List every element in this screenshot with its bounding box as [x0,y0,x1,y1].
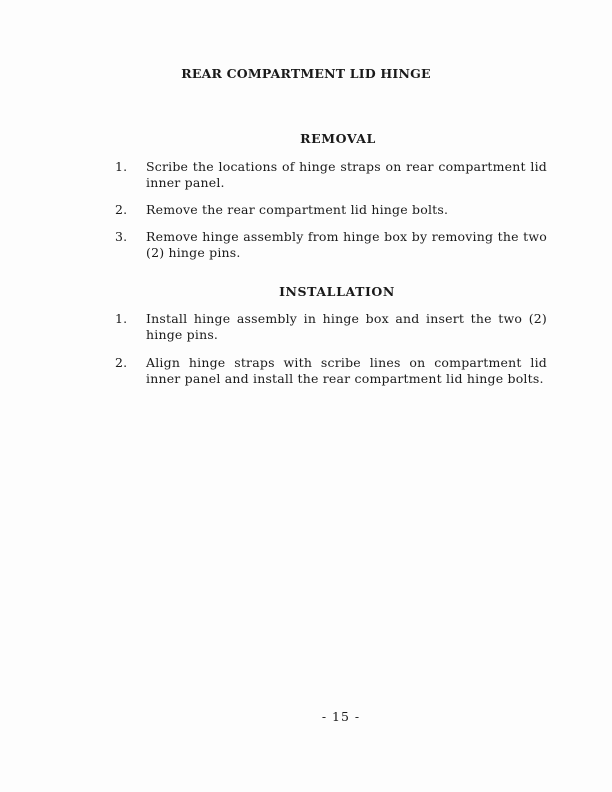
step-number: 2. [115,355,128,370]
step-text: Install hinge assembly in hinge box and insert the two (2) hinge pins. [146,311,547,342]
step-number: 1. [115,311,128,326]
installation-steps-list [115,311,547,387]
installation-step [115,311,547,343]
removal-step [115,159,547,191]
installation-heading: INSTALLATION [279,284,395,299]
installation-step [115,355,547,387]
step-text: Align hinge straps with scribe lines on compartment lid inner panel and install the rear compartment lid hinge bolts. [146,355,547,386]
document-title: REAR COMPARTMENT LID HINGE [181,66,431,81]
step-text: Scribe the locations of hinge straps on rear compartment lid inner panel. [146,159,547,190]
removal-step [115,202,547,218]
page-number: - 15 - [321,709,361,724]
removal-step [115,229,547,261]
step-text: Remove the rear compartment lid hinge bolts. [146,202,449,217]
step-number: 2. [115,202,128,217]
step-number: 3. [115,229,128,244]
removal-steps-list [115,159,547,261]
removal-heading: REMOVAL [300,131,376,146]
step-text: Remove hinge assembly from hinge box by removing the two (2) hinge pins. [146,229,547,260]
step-number: 1. [115,159,128,174]
